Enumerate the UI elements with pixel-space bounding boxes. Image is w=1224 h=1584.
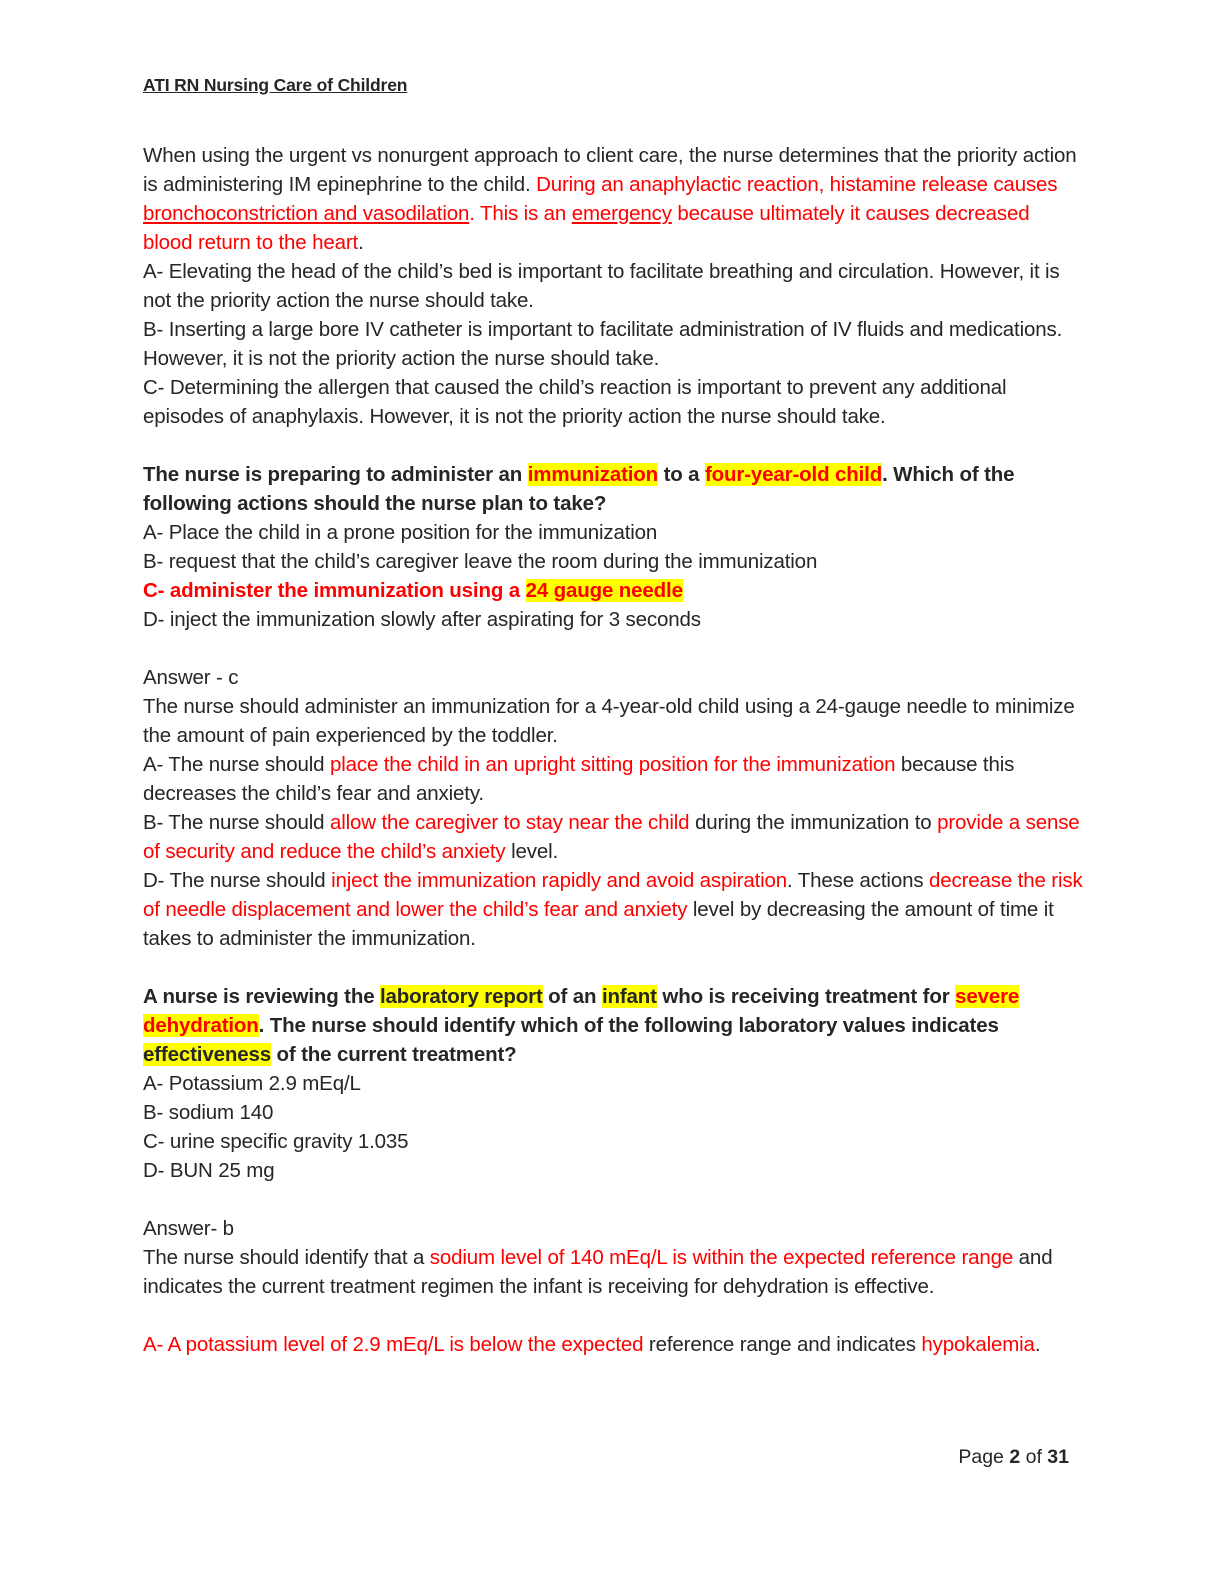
option-d: D- inject the immunization slowly after aspirating for 3 seconds	[143, 608, 701, 631]
text: .	[358, 231, 364, 254]
text: and indicates the current treatment regimen the infant is receiving for dehydration is effective.	[143, 1246, 1053, 1298]
text: A nurse is reviewing the	[143, 985, 381, 1008]
question-stem	[143, 982, 1083, 1069]
rationale-paragraph	[143, 141, 1083, 257]
rationale-option-a	[143, 750, 1083, 808]
text-red: sodium level of 140 mEq/L is within the expected reference range	[429, 1246, 1014, 1269]
text-red: provide a sense of security and reduce the child’s anxiety	[143, 811, 1080, 863]
text: to a	[658, 463, 705, 486]
current-page: 2	[1009, 1446, 1021, 1468]
question-stem	[143, 460, 1083, 518]
highlight: immunization	[527, 463, 659, 486]
of-label: of	[1020, 1446, 1048, 1468]
text: of the current treatment?	[270, 1043, 517, 1066]
text: of an	[542, 985, 602, 1008]
page-content	[143, 72, 1083, 1359]
text: level.	[505, 840, 559, 863]
text: The nurse should identify that a	[143, 1246, 430, 1269]
option-c-correct	[143, 576, 1083, 605]
text-red: place the child in an upright sitting position for the immunization	[329, 753, 896, 776]
spacer	[143, 1301, 1083, 1330]
text-red: because ultimately it causes decreased blood return to the heart	[143, 202, 1030, 254]
text: level by decreasing the amount of time it takes to administer the immunization.	[143, 898, 1054, 950]
spacer	[143, 953, 1083, 982]
spacer	[143, 431, 1083, 460]
total-pages: 31	[1047, 1446, 1069, 1468]
text: . These actions	[787, 869, 929, 892]
rationale-option-a	[143, 1330, 1083, 1359]
text-red: A- A	[143, 1333, 186, 1356]
highlight: 24 gauge needle	[525, 579, 683, 602]
text: .	[1034, 1333, 1041, 1356]
spacer	[143, 1185, 1083, 1214]
option-b: B- sodium 140	[143, 1101, 274, 1124]
text-red: . This is an	[469, 202, 572, 225]
text: reference range and indicates	[643, 1333, 922, 1356]
document-title: ATI RN Nursing Care of Children	[143, 75, 408, 95]
page-label: Page	[958, 1446, 1010, 1468]
rationale-paragraph: The nurse should administer an immunization for a 4-year-old child using a 24-gauge needle to minimize the amount of pain experienced by the toddler.	[143, 695, 1075, 747]
text: because this decreases the child’s fear and anxiety.	[143, 753, 1015, 805]
rationale-option-d	[143, 866, 1083, 953]
text: A- The nurse should	[143, 753, 330, 776]
spacer	[143, 634, 1083, 663]
text-red-underline: bronchoconstriction and vasodilation	[143, 202, 470, 225]
highlight: four-year-old child	[704, 463, 883, 486]
text: who is receiving treatment for	[656, 985, 956, 1008]
text-red: hypokalemia	[921, 1333, 1035, 1356]
text: during the immunization to	[689, 811, 938, 834]
rationale-option-c: C- Determining the allergen that caused the child’s reaction is important to prevent any additional episodes of anaphylaxis. However, it is not the priority action the nurse should take.	[143, 376, 1007, 428]
highlight: infant	[601, 985, 657, 1008]
text: The nurse is preparing to administer an	[143, 463, 528, 486]
option-c: C- urine specific gravity 1.035	[143, 1130, 409, 1153]
text: D- The nurse should	[143, 869, 332, 892]
highlight: laboratory report	[380, 985, 543, 1008]
text: . Which of the following actions should the nurse plan to take?	[143, 463, 1015, 515]
spacer	[143, 98, 1083, 141]
text: C- administer the immunization using a	[143, 579, 526, 602]
rationale-option-b: B- Inserting a large bore IV catheter is important to facilitate administration of IV fluids and medications. However, it is not the priority action the nurse should take.	[143, 318, 1063, 370]
text-red: potassium level of 2.9 mEq/L is below the expected	[185, 1333, 644, 1356]
text-red: allow the caregiver to stay near the child	[329, 811, 690, 834]
text: . The nurse should identify which of the following laboratory values indicates	[258, 1014, 999, 1037]
text-red-underline: emergency	[571, 202, 672, 225]
answer-label: Answer- b	[143, 1217, 234, 1240]
highlight: effectiveness	[143, 1043, 271, 1066]
text: B- The nurse should	[143, 811, 330, 834]
option-d: D- BUN 25 mg	[143, 1159, 275, 1182]
rationale-option-a: A- Elevating the head of the child’s bed is important to facilitate breathing and circulation. However, it is not the priority action the nurse should take.	[143, 260, 1060, 312]
option-a: A- Potassium 2.9 mEq/L	[143, 1072, 361, 1095]
answer-label: Answer - c	[143, 666, 239, 689]
text-red: decrease the risk of needle displacement and lower the child’s fear and anxiety	[143, 869, 1083, 921]
option-a: A- Place the child in a prone position for the immunization	[143, 521, 658, 544]
rationale-option-b	[143, 808, 1083, 866]
text-red: During an anaphylactic reaction, histamine release causes	[536, 173, 1058, 196]
rationale-paragraph	[143, 1243, 1083, 1301]
text: When using the urgent vs nonurgent approach to client care, the nurse determines that the priority action is administering IM epinephrine to the child.	[143, 144, 1077, 196]
text-red: inject the immunization rapidly and avoid aspiration	[331, 869, 788, 892]
option-b: B- request that the child’s caregiver leave the room during the immunization	[143, 550, 818, 573]
page-number	[958, 1444, 1069, 1470]
highlight: severe dehydration	[143, 985, 1020, 1037]
